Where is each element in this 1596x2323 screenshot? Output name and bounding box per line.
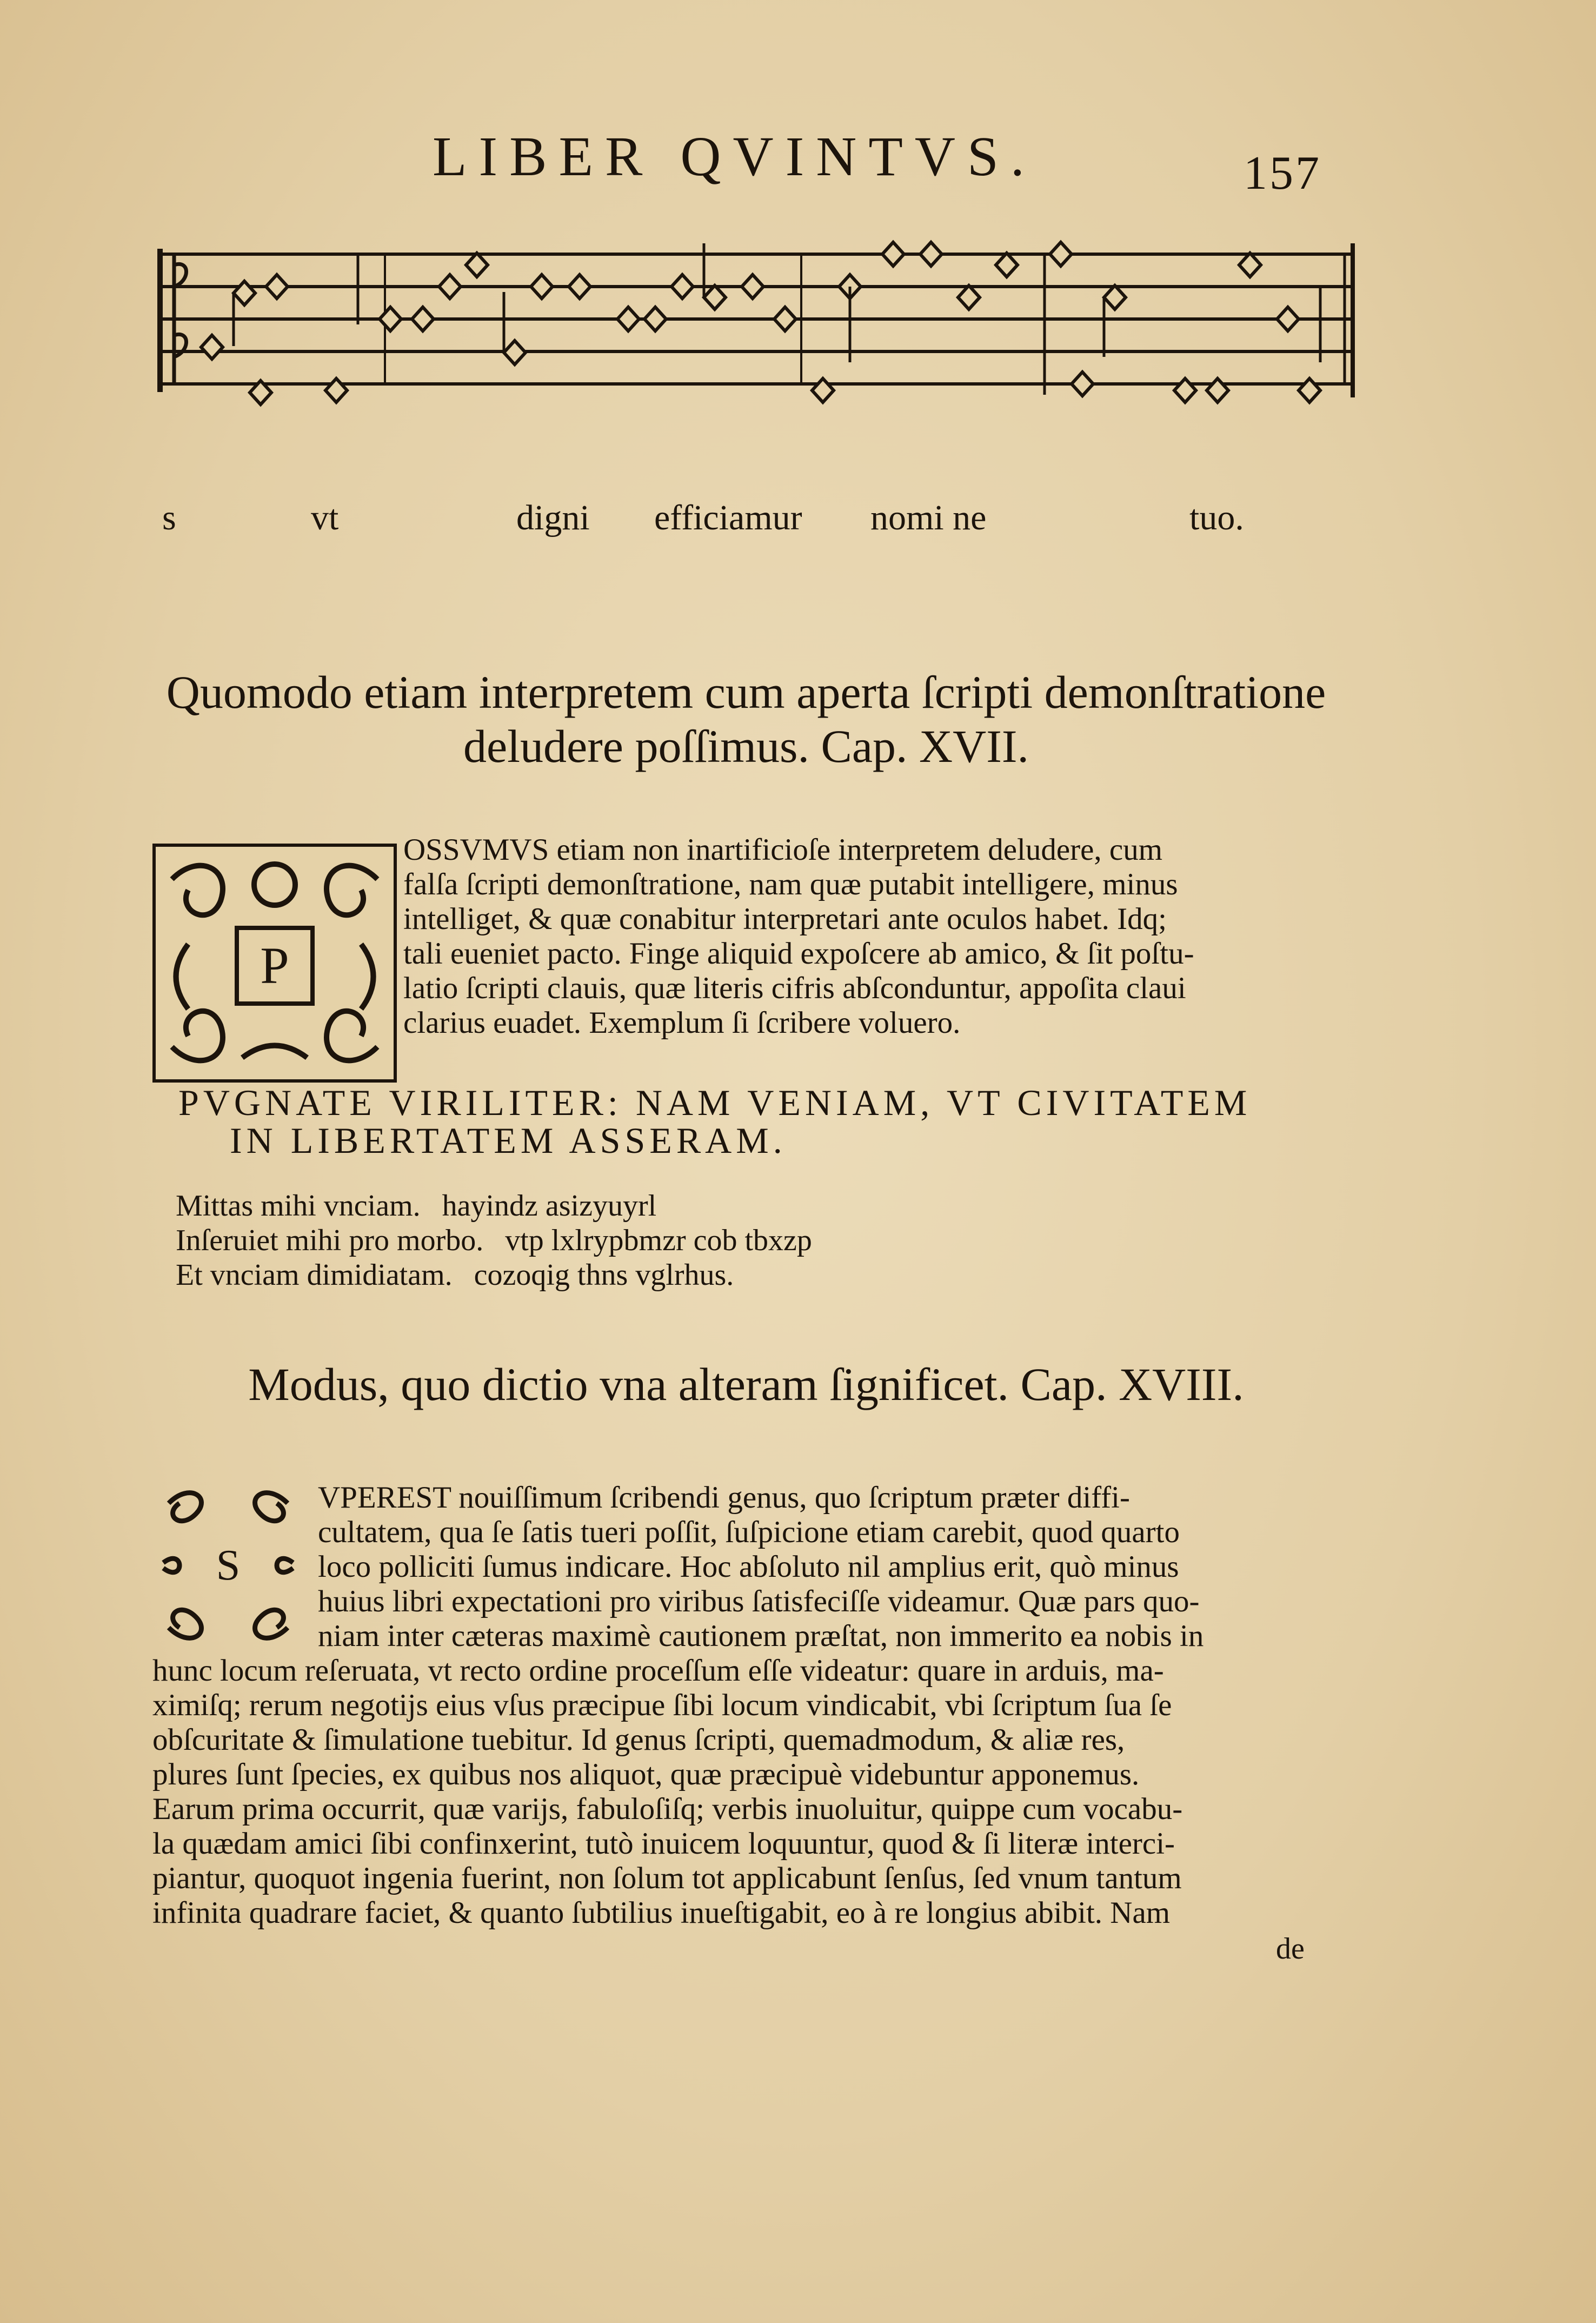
- initial-letter: P: [260, 937, 289, 994]
- text-line: intelliget, & quæ conabitur interpretari ante oculos habet. Idq;: [403, 902, 1167, 936]
- lyric-syllable: efficiamur: [654, 498, 802, 537]
- running-title: LIBER QVINTVS.: [433, 125, 1036, 188]
- heading-line: Quomodo etiam interpretem cum aperta ſcripti demonſtratione: [166, 666, 1326, 718]
- chapter-18-intro: [318, 1481, 1351, 1654]
- initial-letter: S: [216, 1542, 241, 1589]
- music-staff: [152, 233, 1358, 416]
- text-line: cultatem, qua ſe ſatis tueri poſſit, ſuſpicione etiam carebit, quod quarto: [318, 1515, 1180, 1549]
- text-line: ximiſq; rerum negotijs eius vſus præcipue ſibi locum vindicabit, vbi ſcriptum ſua ſe: [152, 1688, 1172, 1722]
- chapter-18-heading: [141, 1357, 1352, 1411]
- lyric-syllable: s: [162, 498, 176, 537]
- cipher-plain: Mittas mihi vnciam.: [176, 1189, 421, 1223]
- cipher-row: [176, 1223, 812, 1258]
- cipher-row: [176, 1258, 812, 1292]
- heading-line: Modus, quo dictio vna alteram ſignificet. Cap. XVIII.: [248, 1358, 1244, 1410]
- music-lyrics: [162, 497, 1287, 546]
- catchword: de: [1276, 1932, 1305, 1966]
- text-line: infinita quadrare faciet, & quanto ſubtilius inueſtigabit, eo à re longius abibit. Nam: [152, 1896, 1171, 1930]
- text-line: OSSVMVS etiam non inartificioſe interpretem deludere, cum: [403, 833, 1163, 867]
- text-line: hunc locum reſeruata, vt recto ordine proceſſum eſſe videatur: quare in arduis, ma-: [152, 1654, 1164, 1688]
- text-line: niam inter cæteras maximè cautionem præſtat, non immerito ea nobis in: [318, 1619, 1204, 1653]
- decorated-initial-p: [152, 844, 397, 1083]
- cipher-code: cozoqig thns vglrhus.: [474, 1258, 734, 1292]
- chapter-17-paragraph: [403, 833, 1349, 1040]
- text-line: loco polliciti ſumus indicare. Hoc abſoluto nil amplius erit, quò minus: [318, 1550, 1179, 1584]
- text-line: Earum prima occurrit, quæ varijs, fabuloſiſq; verbis inuoluitur, quippe cum vocabu-: [152, 1792, 1183, 1826]
- decorated-initial-s: [152, 1482, 304, 1649]
- text-line: piantur, quoquot ingenia fuerint, non ſolum tot applicabunt ſenſus, ſed vnum tantum: [152, 1861, 1182, 1895]
- chapter-17-heading: [141, 665, 1352, 773]
- cipher-plain: Et vnciam dimidiatam.: [176, 1258, 453, 1292]
- cipher-code: vtp lxlrypbmzr cob tbxzp: [505, 1224, 812, 1257]
- lyric-syllable: tuo.: [1189, 498, 1244, 537]
- page-number: 157: [1243, 147, 1321, 200]
- text-line: plures ſunt ſpecies, ex quibus nos aliquot, quæ præcipuè videbuntur apponemus.: [152, 1757, 1140, 1791]
- lyric-syllable: nomi ne: [870, 498, 987, 537]
- text-line: clarius euadet. Exemplum ſi ſcribere voluero.: [403, 1006, 961, 1040]
- cipher-code: hayindz asizyuyrl: [442, 1189, 657, 1223]
- plaintext-caps-line-1: PVGNATE VIRILITER: NAM VENIAM, VT CIVITATEM: [178, 1082, 1252, 1123]
- text-line: tali eueniet pacto. Finge aliquid expoſcere ab amico, & ſit poſtu-: [403, 937, 1194, 971]
- text-line: la quædam amici ſibi confinxerint, tutò inuicem loquuntur, quod & ſi literæ interci-: [152, 1827, 1175, 1861]
- text-line: obſcuritate & ſimulatione tuebitur. Id genus ſcripti, quemadmodum, & aliæ res,: [152, 1723, 1125, 1757]
- text-line: falſa ſcripti demonſtratione, nam quæ putabit intelligere, minus: [403, 867, 1178, 901]
- heading-line: deludere poſſimus. Cap. XVII.: [463, 720, 1029, 772]
- chapter-18-body: [152, 1654, 1353, 1930]
- text-line: latio ſcripti clauis, quæ literis cifris abſconduntur, appoſita claui: [403, 971, 1186, 1005]
- lyric-syllable: vt: [311, 498, 339, 537]
- lyric-syllable: digni: [516, 498, 590, 537]
- cipher-row: [176, 1189, 812, 1223]
- text-line: VPEREST nouiſſimum ſcribendi genus, quo ſcriptum præter diffi-: [318, 1481, 1130, 1515]
- cipher-example: [176, 1189, 812, 1292]
- cipher-plain: Inſeruiet mihi pro morbo.: [176, 1224, 484, 1257]
- text-line: huius libri expectationi pro viribus ſatisfeciſſe videamur. Quæ pars quo-: [318, 1584, 1200, 1618]
- plaintext-caps-line-2: IN LIBERTATEM ASSERAM.: [230, 1120, 787, 1161]
